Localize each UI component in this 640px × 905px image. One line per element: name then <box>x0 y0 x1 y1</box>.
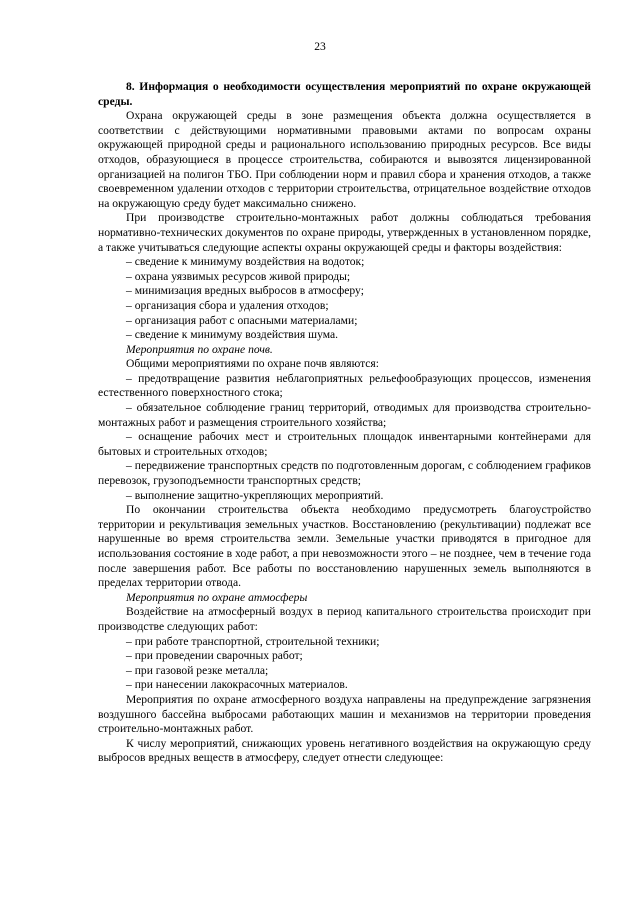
page-content <box>98 80 591 766</box>
atmosphere-subheading: Мероприятия по охране атмосферы <box>126 590 308 604</box>
soil-intro: Общими мероприятиями по охране почв являются: <box>126 357 379 371</box>
atmosphere-sources-list <box>98 635 591 693</box>
list-item: – при работе транспортной, строительной техники; <box>126 634 380 648</box>
paragraph-air-protection: Мероприятия по охране атмосферного воздуха направлены на предупреждение загрязнения воздушного бассейна выбросами работающих машин и механизмов на территории проведения строительно-монтажных работ. <box>98 692 591 736</box>
list-item: – выполнение защитно-укрепляющих мероприятий. <box>126 488 384 502</box>
list-item: – оснащение рабочих мест и строительных площадок инвентарными контейнерами для бытовых и строительных отходов; <box>98 430 591 458</box>
list-item: – сведение к минимуму воздействия на водоток; <box>126 255 365 269</box>
paragraph-environment-protection: Охрана окружающей среды в зоне размещения объекта должна осуществляется в соответствии с действующими нормативными правовыми актами по вопросам охраны окружающей природной среды и рационального использованию природных ресурсов. Все виды отходов, образующиеся в процессе строительства, собираются и вывозятся лицензированной организацией на полигон ТБО. При соблюдении норм и правил сбора и хранения отходов, а также своевременном удалении отходов с территории строительства, отрицательное воздействие отходов на окружающую среду будет максимально снижено. <box>98 109 591 210</box>
list-item: – организация сбора и удаления отходов; <box>126 298 329 312</box>
page-number: 23 <box>314 40 326 53</box>
list-item: – минимизация вредных выбросов в атмосферу; <box>126 284 364 298</box>
atmosphere-intro: Воздействие на атмосферный воздух в период капитального строительства происходит при производстве следующих работ: <box>98 605 591 633</box>
list-item: – при проведении сварочных работ; <box>126 649 303 663</box>
paragraph-construction-requirements: При производстве строительно-монтажных работ должны соблюдаться требования нормативно-технических документов по охране природы, утвержденных в установленном порядке, а также учитываться следующие аспекты охраны окружающей среды и факторы воздействия: <box>98 211 591 254</box>
aspects-list <box>98 255 591 343</box>
soil-subheading: Мероприятия по охране почв. <box>126 342 273 356</box>
section-heading: 8. Информация о необходимости осуществления мероприятий по охране окружающей среды. <box>98 80 591 108</box>
soil-measures-list <box>98 372 591 503</box>
list-item: – передвижение транспортных средств по подготовленным дорогам, с соблюдением графиков перевозок, грузоподъемности транспортных средств; <box>98 459 591 488</box>
list-item: – обязательное соблюдение границ территорий, отводимых для производства строительно-монтажных работ и размещения строительного хозяйства; <box>98 401 591 429</box>
list-item: – при газовой резке металла; <box>126 663 269 677</box>
list-item: – при нанесении лакокрасочных материалов. <box>126 678 348 692</box>
list-item: – сведение к минимуму воздействия шума. <box>126 328 339 342</box>
list-item: – охрана уязвимых ресурсов живой природы; <box>126 269 351 283</box>
paragraph-emission-measures: К числу мероприятий, снижающих уровень негативного воздействия на окружающую среду выбросов вредных веществ в атмосферу, следует отнести следующее: <box>98 736 591 765</box>
list-item: – организация работ с опасными материалами; <box>126 313 358 327</box>
paragraph-land-reclamation: По окончании строительства объекта необходимо предусмотреть благоустройство территории и рекультивация земельных участков. Восстановлению (рекультивации) подлежат все нарушенные во время строительства земли. Земельные участки приводятся в пригодное для использования состояние в ходе работ, а при невозможности этого – не позднее, чем в течение года после завершения работ. Все работы по восстановлению нарушенных земель выполняются в пределах территории отвода. <box>98 503 591 590</box>
list-item: – предотвращение развития неблагоприятных рельефообразующих процессов, изменения естественного поверхностного стока; <box>98 371 591 400</box>
